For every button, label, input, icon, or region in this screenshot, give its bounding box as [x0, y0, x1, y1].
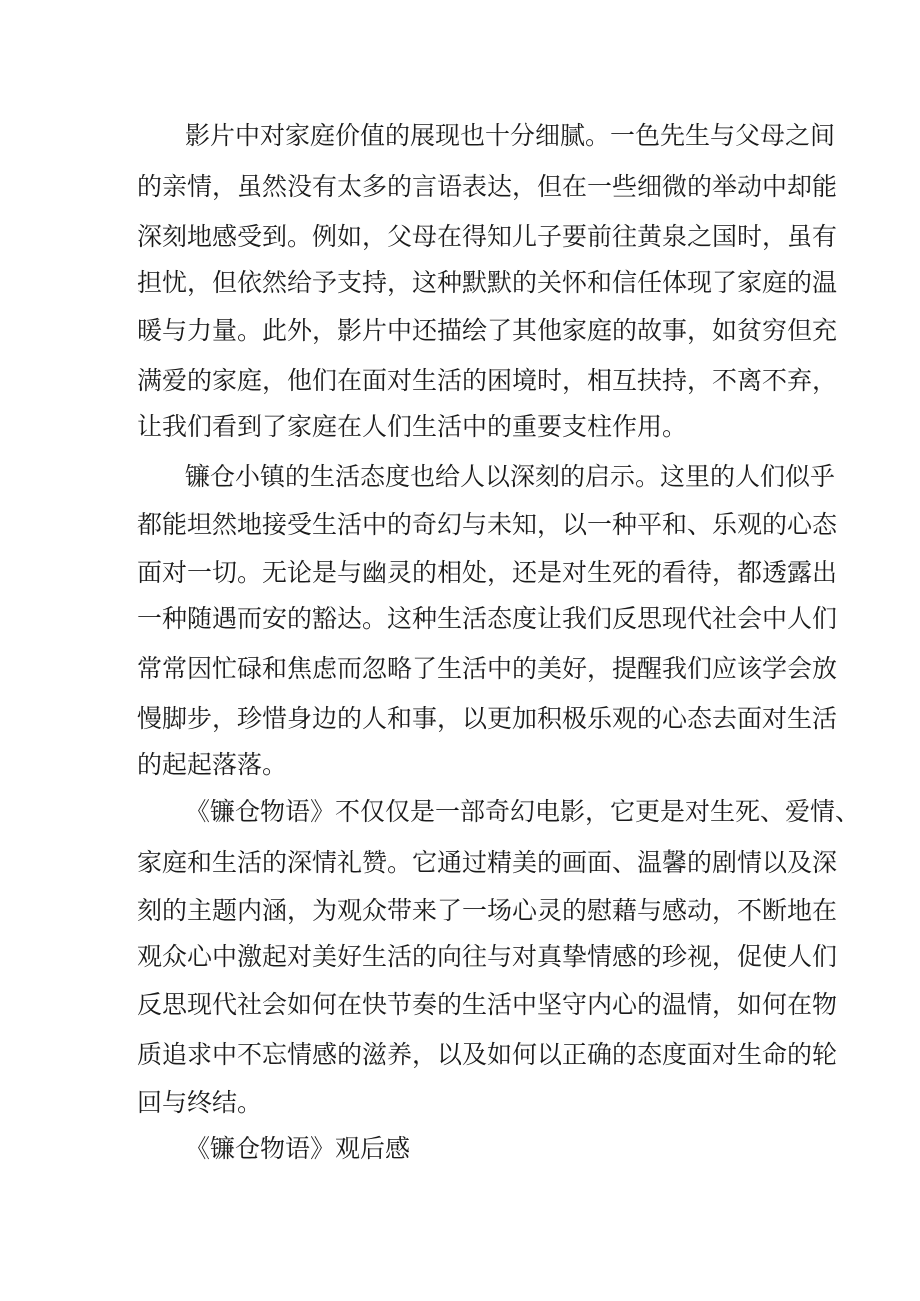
paragraph-line: 的起起落落。	[137, 750, 288, 779]
paragraph-line: 镰仓小镇的生活态度也给人以深刻的启示。这里的人们似乎	[185, 462, 836, 491]
paragraph-line: 担忧，但依然给予支持，这种默默的关怀和信任体现了家庭的温	[137, 268, 838, 297]
paragraph-line: 反思现代社会如何在快节奏的生活中坚守内心的温情，如何在物	[137, 990, 838, 1019]
paragraph-line: 常常因忙碌和焦虑而忽略了生活中的美好，提醒我们应该学会放	[137, 654, 838, 683]
paragraph-line: 的亲情，虽然没有太多的言语表达，但在一些细微的举动中却能	[137, 172, 838, 201]
paragraph-line: 深刻地感受到。例如，父母在得知儿子要前往黄泉之国时，虽有	[137, 222, 838, 251]
paragraph-line: 《镰仓物语》不仅仅是一部奇幻电影，它更是对生死、爱情、	[185, 797, 861, 826]
paragraph-line: 一种随遇而安的豁达。这种生活态度让我们反思现代社会中人们	[137, 604, 838, 633]
paragraph-line: 刻的主题内涵，为观众带来了一场心灵的慰藉与感动，不断地在	[137, 896, 838, 925]
paragraph-line: 观众心中激起对美好生活的向往与对真挚情感的珍视，促使人们	[137, 942, 838, 971]
essay-title: 《镰仓物语》观后感	[185, 1134, 411, 1163]
paragraph-line: 都能坦然地接受生活中的奇幻与未知，以一种平和、乐观的心态	[137, 510, 838, 539]
paragraph-line: 面对一切。无论是与幽灵的相处，还是对生死的看待，都透露出	[137, 558, 838, 587]
paragraph-line: 暖与力量。此外，影片中还描绘了其他家庭的故事，如贫穷但充	[137, 316, 838, 345]
paragraph-line: 影片中对家庭价值的展现也十分细腻。一色先生与父母之间	[185, 121, 836, 150]
paragraph-line: 满爱的家庭，他们在面对生活的困境时，相互扶持，不离不弃，	[137, 366, 838, 395]
paragraph-line: 质追求中不忘情感的滋养，以及如何以正确的态度面对生命的轮	[137, 1040, 838, 1069]
paragraph-line: 回与终结。	[137, 1088, 263, 1117]
paragraph-line: 慢脚步，珍惜身边的人和事，以更加积极乐观的心态去面对生活	[137, 704, 838, 733]
paragraph-line: 让我们看到了家庭在人们生活中的重要支柱作用。	[137, 412, 688, 441]
paragraph-line: 家庭和生活的深情礼赞。它通过精美的画面、温馨的剧情以及深	[137, 848, 838, 877]
